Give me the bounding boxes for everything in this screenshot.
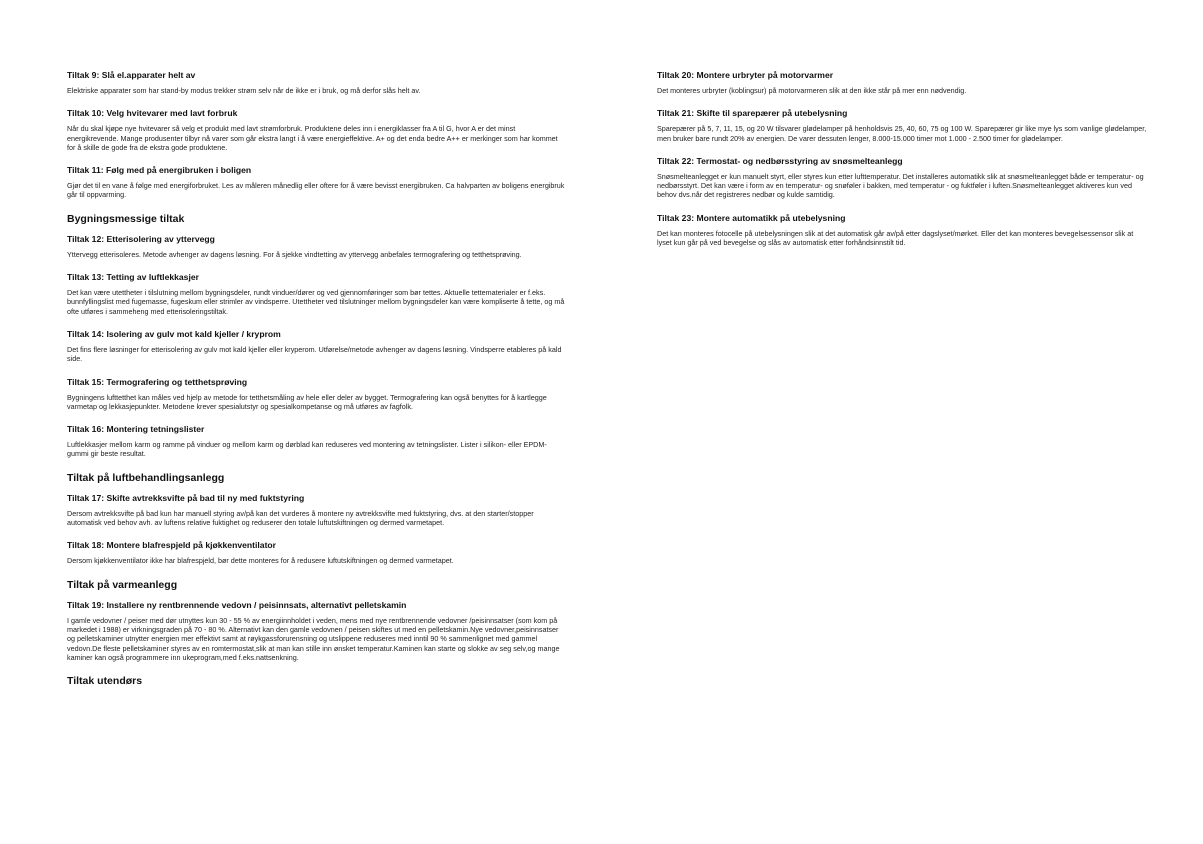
- measure-title: Tiltak 21: Skifte til sparepærer på utebelysning: [657, 108, 848, 119]
- right-column: [657, 70, 1147, 260]
- measure-description: Dersom avtrekksvifte på bad kun har manuell styring av/på kan det vurderes å montere ny avtrekksvifte med fuktstyring, dvs. at den starter/stopper automatisk ved behov avh. av luftens relative fuktighet og reduserer den totale luftutskiftningen og dermed varmetapet.: [67, 508, 534, 528]
- measure-item: [67, 108, 567, 152]
- measure-title: Tiltak 20: Montere urbryter på motorvarmer: [657, 70, 834, 80]
- section-tiltak-p-luftbehandlingsanlegg: [67, 472, 567, 485]
- measure-description: Snøsmelteanlegget er kun manuelt styrt, eller styres kun etter lufttemperatur. Det installeres automatikk slik at snøsmelteanlegget både er temperatur- og nedbørsstyrt. Det kan være i form av en temperatur- og snøføler i bakken, med temperatur - og fuktføler i luften.Snøsmelteanlegget aktiveres kun ved behov dvs.når det registreres nedbør og kulde samtidig.: [657, 171, 1144, 200]
- left-column: [67, 70, 567, 696]
- measure-description: Det kan være utettheter i tilslutning mellom bygningsdeler, rundt vinduer/dører og ved gjennomføringer som bør tettes. Aktuelle tettematerialer er f.eks. bunnfyllingslist med fugemasse, fugeskum eller strimler av vindsperre. Utettheter ved tilslutninger mellom bygningsdeler kan være kompliserte å tette, og må ofte utføres i sammeheng med etterisoleringstiltak.: [67, 288, 565, 316]
- measure-title: Tiltak 12: Etterisolering av yttervegg: [67, 233, 215, 244]
- measure-title: Tiltak 15: Termografering og tetthetsprøving: [67, 376, 248, 387]
- measure-item: [67, 540, 567, 565]
- measure-title: Tiltak 16: Montering tetningslister: [67, 424, 205, 435]
- measure-description: Elektriske apparater som har stand-by modus trekker strøm selv når de ikke er i bruk, og må derfor slås helt av.: [67, 86, 421, 95]
- measure-title: Tiltak 9: Slå el.apparater helt av: [67, 70, 196, 80]
- measure-item: [67, 272, 567, 316]
- measure-description: Når du skal kjøpe nye hvitevarer så velg et produkt med lavt strømforbruk. Produktene deles inn i energiklasser fra A til G, hvor A er det minst energikrevende. Mange produsenter tilbyr nå varer som går ekstra langt i å være energieffektive. A+ og det enda bedre A++ er merkinger som har kommet for å skille de gode fra de ekstra gode produktene.: [67, 124, 558, 152]
- measure-item: [67, 70, 567, 95]
- measure-item: [67, 234, 567, 259]
- section-heading: Bygningsmessige tiltak: [67, 212, 185, 225]
- measure-title: Tiltak 14: Isolering av gulv mot kald kjeller / kryprom: [67, 328, 281, 339]
- measure-item: [657, 70, 1147, 95]
- section-heading: Tiltak utendørs: [67, 675, 143, 688]
- measure-description: I gamle vedovner / peiser med dør utnyttes kun 30 - 55 % av energiinnholdet i veden, mens med nye rentbrennende vedovner /peisinnsatser (som kom på markedet i 1988) er virkningsgraden på 70 - 80 %. Alternativt kan den gamle vedovnen / peisen skiftes ut med en pelletskamin.Nye vedovner,peisinnsatser og pelletskaminer utnytter energien mer effektivt samt at røykgassforurensning og utslippene reduseres med inntil 90 % sammenlignet med gammel vedovn.De fleste pelletskaminer styres av en romtermostat,slik at man kan stille inn ønsket temperatur.Kaminen kan starte og slokke av seg selv,og mange kaminer kan også programmere inn ukeprogram,med f.eks.nattsenkning.: [67, 615, 560, 662]
- measure-title: Tiltak 22: Termostat- og nedbørsstyring av snøsmelteanlegg: [657, 155, 903, 166]
- measure-description: Det fins flere løsninger for etterisolering av gulv mot kald kjeller eller kryperom. Utførelse/metode avhenger av dagens løsning. Vindsperre etableres på kald side.: [67, 344, 562, 364]
- measure-description: Det kan monteres fotocelle på utebelysningen slik at det automatisk går av/på etter dagslyset/mørket. Eller det kan monteres bevegelsessensor slik at lyset kun går på ved bevegelse og slås av automatisk etter forhåndsinnstilt tid.: [657, 228, 1134, 248]
- measure-description: Det monteres urbryter (koblingsur) på motorvarmeren slik at den ikke står på mer enn nødvendig.: [657, 86, 967, 95]
- section-bygningsmessige-tiltak: [67, 213, 567, 226]
- measure-title: Tiltak 18: Montere blafrespjeld på kjøkkenventilator: [67, 540, 277, 551]
- measure-item: [67, 493, 567, 528]
- measure-description: Yttervegg etterisoleres. Metode avhenger av dagens løsning. For å sjekke vindtetting av yttervegg anbefales termografering og tetthetsprøving.: [67, 249, 522, 259]
- measure-item: [67, 329, 567, 364]
- measure-title: Tiltak 19: Installere ny rentbrennende vedovn / peisinnsats, alternativt pelletskamin: [67, 599, 407, 610]
- measure-item: [67, 424, 567, 459]
- measure-description: Sparepærer på 5, 7, 11, 15, og 20 W tilsvarer glødelamper på henholdsvis 25, 40, 60, 75 og 100 W. Sparepærer gir like mye lys som vanlige glødelamper, men bruker bare rundt 20% av energien. De varer dessuten lenger, 8.000-15.000 timer mot 1.000 - 2.500 timer for glødelamper.: [657, 124, 1147, 143]
- measure-title: Tiltak 13: Tetting av luftlekkasjer: [67, 272, 199, 283]
- measure-title: Tiltak 23: Montere automatikk på utebelysning: [657, 212, 846, 223]
- measure-description: Bygningens lufttetthet kan måles ved hjelp av metode for tetthetsmåling av hele eller deler av bygget. Termografering kan også benyttes for å kartlegge varmetap og lekkasjepunkter. Metodene krever spesialutstyr og spesialkompetanse og må utføres av fagfolk.: [67, 392, 547, 411]
- measure-title: Tiltak 11: Følg med på energibruken i boligen: [67, 165, 252, 176]
- measure-item: [67, 165, 567, 200]
- measure-title: Tiltak 10: Velg hvitevarer med lavt forbruk: [67, 108, 238, 119]
- measure-item: [67, 600, 567, 662]
- measure-item: [67, 377, 567, 412]
- measure-description: Luftlekkasjer mellom karm og ramme på vinduer og mellom karm og dørblad kan reduseres ved montering av tetningslister. Lister i silikon- eller EPDM-gummi gir beste resultat.: [67, 440, 547, 459]
- measure-item: [657, 213, 1147, 248]
- measure-item: [657, 108, 1147, 143]
- section-tiltak-utend-rs: [67, 675, 567, 688]
- measure-description: Dersom kjøkkenventilator ikke har blafrespjeld, bør dette monteres for å redusere luftutskiftningen og dermed varmetapet.: [67, 556, 454, 566]
- measure-title: Tiltak 17: Skifte avtrekksvifte på bad til ny med fuktstyring: [67, 492, 305, 503]
- section-heading: Tiltak på luftbehandlingsanlegg: [67, 471, 225, 484]
- section-heading: Tiltak på varmeanlegg: [67, 578, 178, 591]
- section-tiltak-p-varmeanlegg: [67, 579, 567, 592]
- measure-item: [657, 156, 1147, 200]
- measure-description: Gjør det til en vane å følge med energiforbruket. Les av måleren månedlig eller oftere for å være bevisst energibruken. Ca halvparten av boligens energibruk går til oppvarming.: [67, 181, 565, 200]
